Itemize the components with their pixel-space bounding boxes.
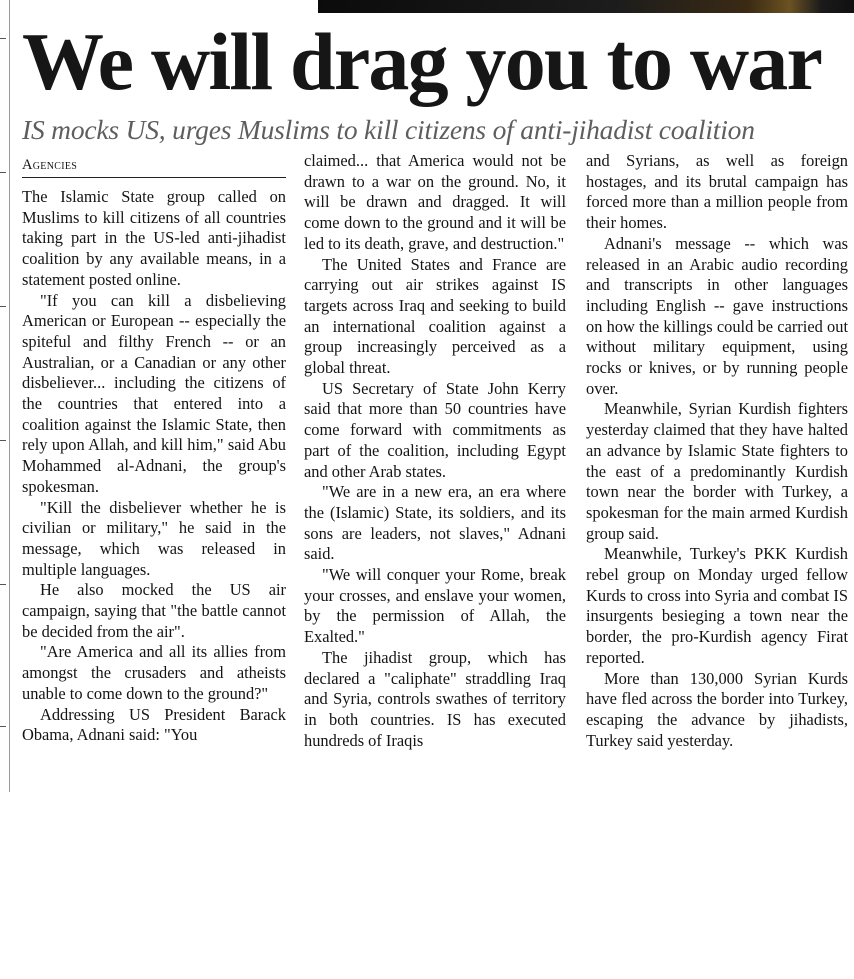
top-photo-strip [318,0,854,13]
article-paragraph: Adnani's message -- which was released in an Arabic audio recording and transcripts in other languages including English -- gave instructions on how the killings could be carried out without military equipment, using rocks or knives, or by running people over. [586,233,848,398]
article-paragraph: He also mocked the US air campaign, saying that "the battle cannot be decided from the air". [22,580,286,641]
subheadline: IS mocks US, urges Muslims to kill citizens of anti-jihadist coalition [22,114,755,145]
headline: We will drag you to war [22,16,822,107]
article-paragraph: Meanwhile, Turkey's PKK Kurdish rebel group on Monday urged fellow Kurds to cross into Syria and combat IS insurgents besieging a town near the border, the pro-Kurdish agency Firat reported. [586,544,848,667]
margin-tick [0,726,6,727]
page-margin-rule [9,0,10,792]
article-paragraph: "If you can kill a disbelieving American or European -- especially the spiteful and filthy French -- or an Australian, or a Canadian or any other disbeliever... including the citizens of the countries that entered into a coalition against the Islamic State, then rely upon Allah, and kill him," said Abu Mohammed al-Adnani, the group's spokesman. [22,290,286,496]
margin-tick [0,38,6,39]
margin-tick [0,172,6,173]
article-paragraph: "Are America and all its allies from amongst the crusaders and atheists unable to come down to the ground?" [22,642,286,703]
article-column-3 [586,151,848,943]
article-column-2 [304,151,566,943]
article-paragraph: More than 130,000 Syrian Kurds have fled across the border into Turkey, escaping the advance by jihadists, Turkey said yesterday. [586,668,848,750]
article-paragraph: "We will conquer your Rome, break your crosses, and enslave your women, by the permission of Allah, the Exalted." [304,565,566,647]
margin-tick [0,440,6,441]
margin-tick [0,584,6,585]
article-paragraph: The United States and France are carrying out air strikes against IS targets across Iraq and seeking to build an international coalition against a group increasingly perceived as a global threat. [304,254,566,378]
article-paragraph: "Kill the disbeliever whether he is civilian or military," he said in the message, which was released in multiple languages. [22,497,286,579]
article-paragraph: claimed... that America would not be drawn to a war on the ground. No, it will be drawn and dragged. It will come down to the ground and it will be led to its death, grave, and destruction." [304,151,566,253]
margin-tick [0,306,6,307]
article-paragraph: The Islamic State group called on Muslims to kill citizens of all countries taking part in the US-led anti-jihadist coalition by any available means, in a statement posted online. [22,187,286,289]
article-paragraph: and Syrians, as well as foreign hostages, and its brutal campaign has forced more than a million people from their homes. [586,151,848,233]
article-paragraph: Addressing US President Barack Obama, Adnani said: "You [22,704,286,745]
article-paragraph: "We are in a new era, an era where the (Islamic) State, its soldiers, and its sons are leaders, not slaves," Adnani said. [304,482,566,564]
article-paragraph: US Secretary of State John Kerry said that more than 50 countries have come forward with commitments as part of the coalition, including Egypt and other Arab states. [304,378,566,481]
article-column-1 [22,187,286,979]
article-paragraph: Meanwhile, Syrian Kurdish fighters yesterday claimed that they have halted an advance by Islamic State fighters to the east of a predominantly Kurdish town near the border with Turkey, a spokesman for the main armed Kurdish group said. [586,399,848,543]
article-paragraph: The jihadist group, which has declared a "caliphate" straddling Iraq and Syria, controls swathes of territory in both countries. IS has executed hundreds of Iraqis [304,647,566,750]
byline: Agencies [22,155,286,178]
